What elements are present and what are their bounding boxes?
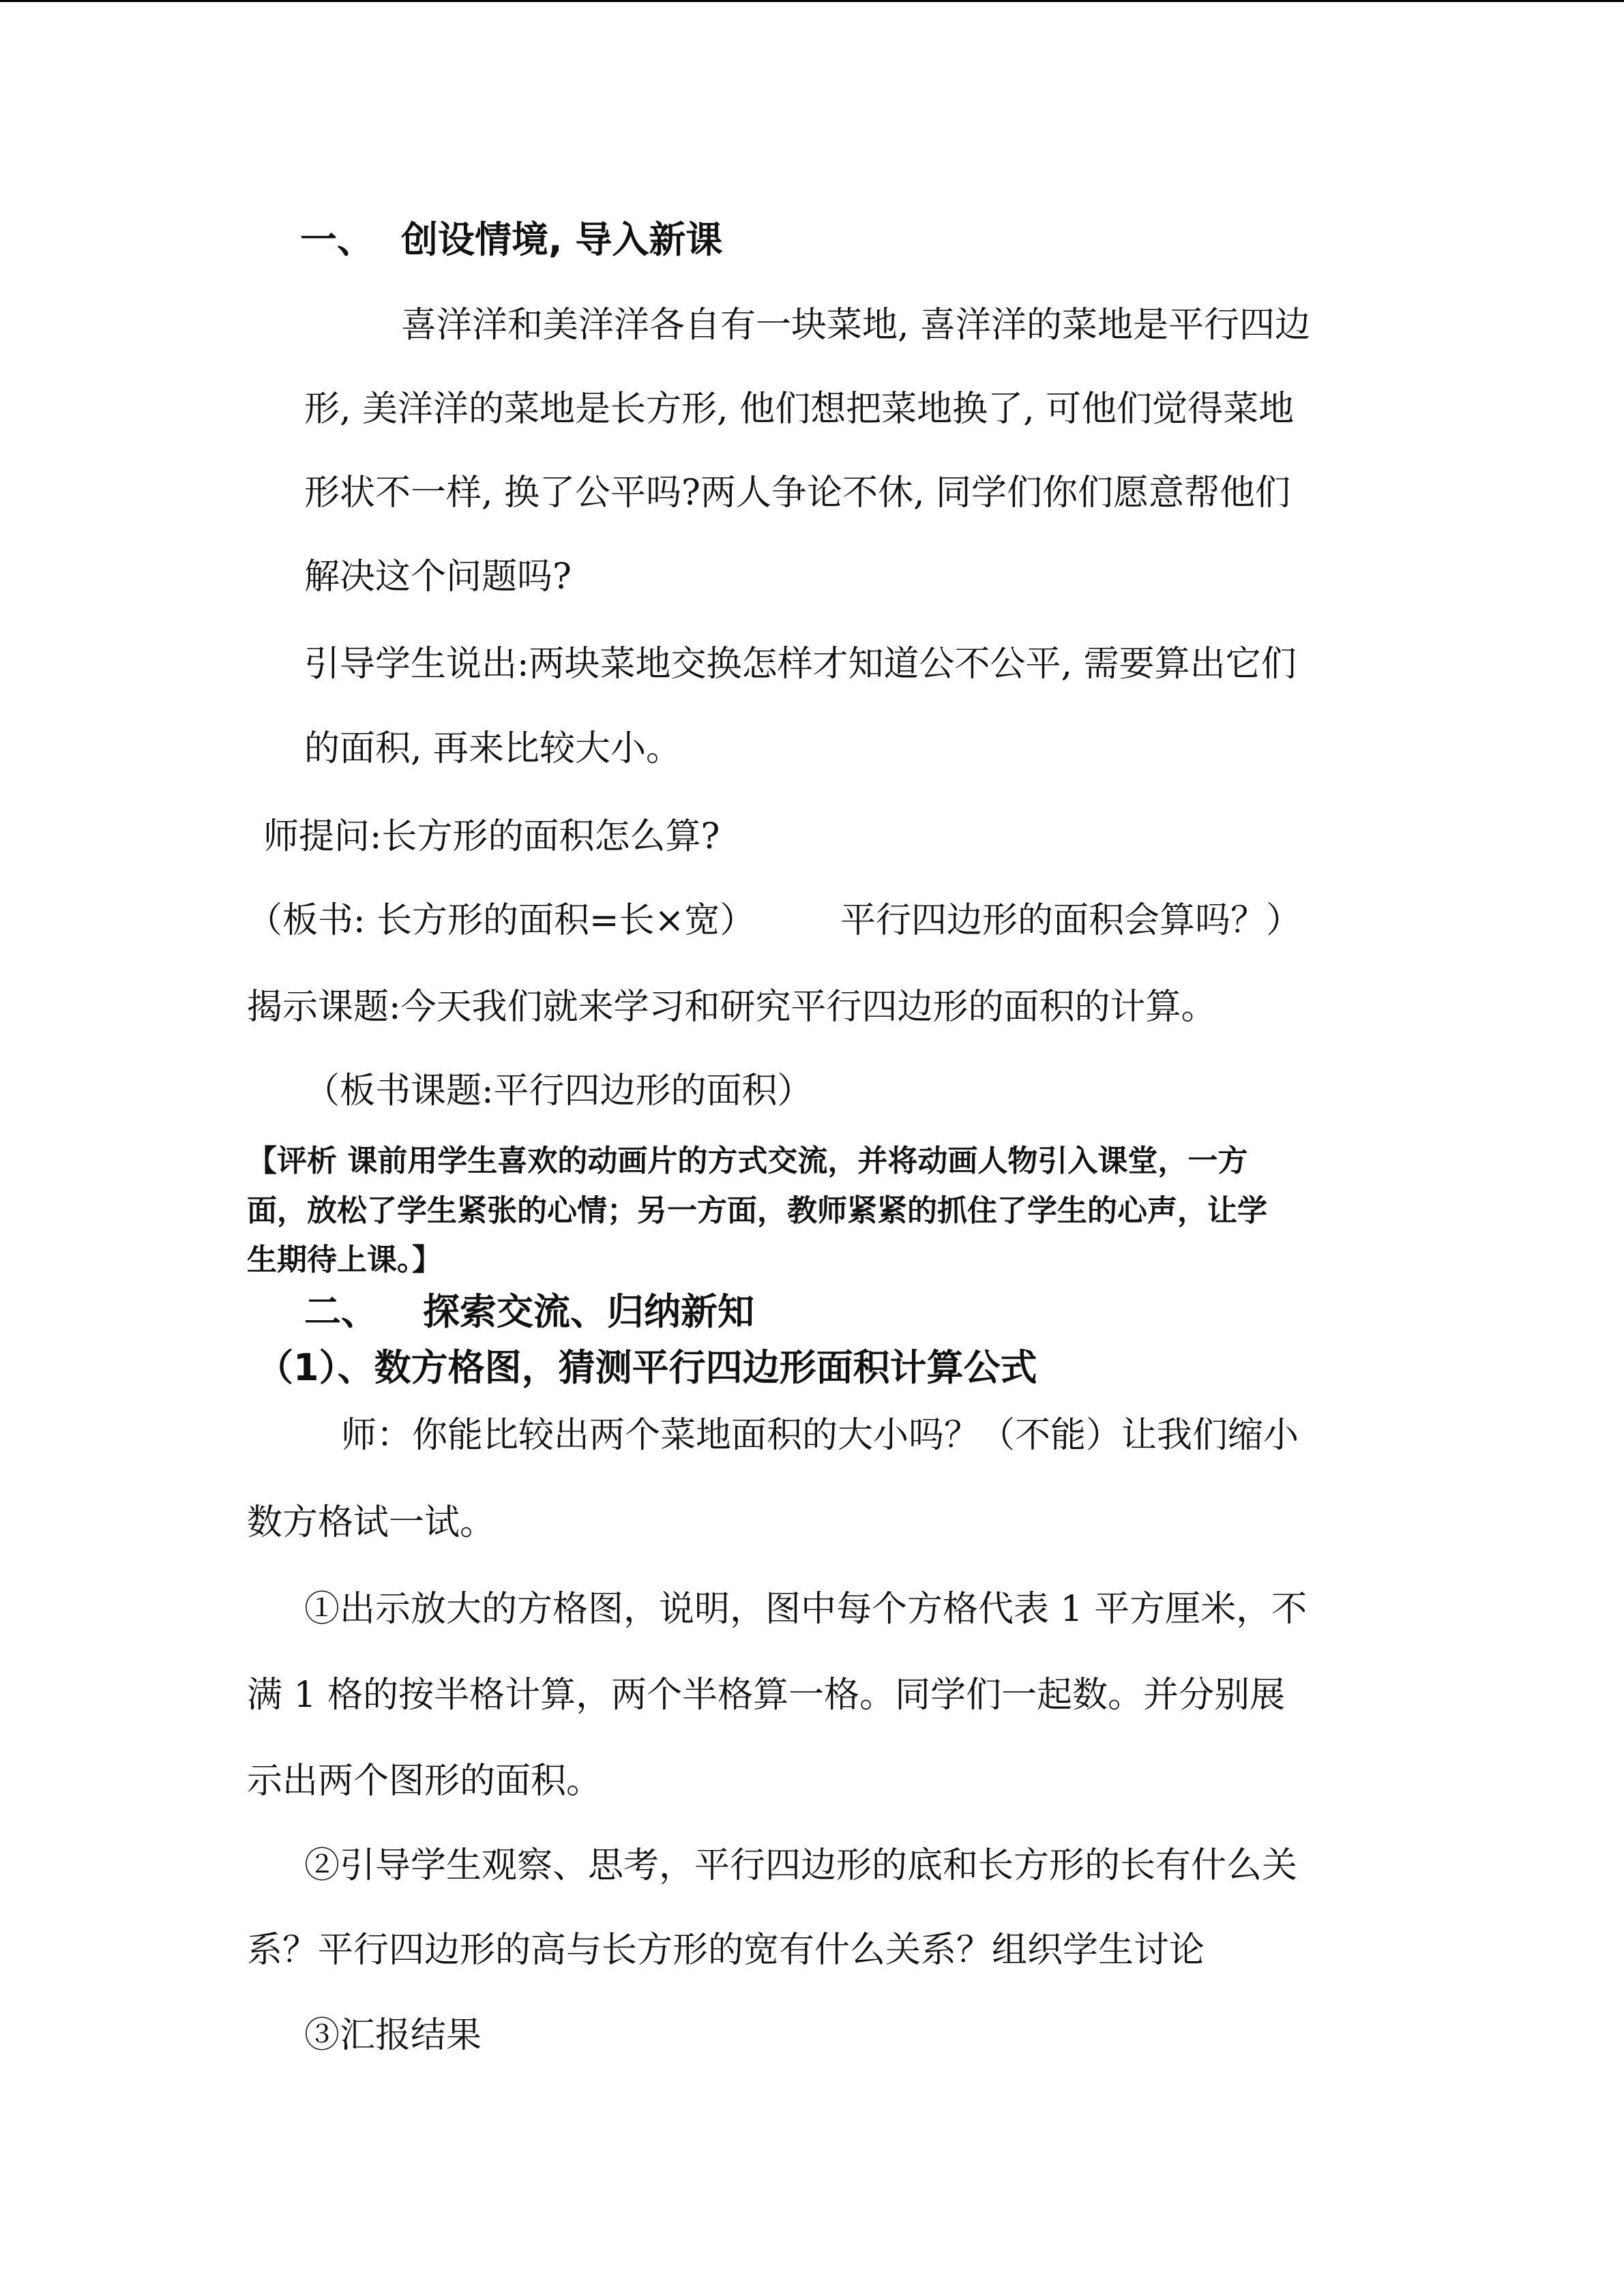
page-top-border: [0, 0, 1624, 2]
paragraph-line: ①出示放大的方格图，说明，图中每个方格代表 1 平方厘米，不: [304, 1589, 1308, 1630]
board-title: （板书课题:平行四边形的面积）: [304, 1071, 813, 1112]
paragraph-line: ③汇报结果: [304, 2015, 482, 2056]
paragraph-line: 形状不一样, 换了公平吗?两人争论不休, 同学们你们愿意帮他们: [304, 473, 1290, 513]
paragraph-line: 引导学生说出:两块菜地交换怎样才知道公不公平, 需要算出它们: [304, 644, 1297, 685]
topic-reveal: 揭示课题:今天我们就来学习和研究平行四边形的面积的计算。: [247, 987, 1217, 1028]
section2-subheading: （1）、数方格图，猜测平行四边形面积计算公式: [256, 1346, 1037, 1389]
paragraph-line: 系？平行四边形的高与长方形的宽有什么关系？组织学生讨论: [247, 1930, 1205, 1971]
comment-line: 【评析 课前用学生喜欢的动画片的方式交流，并将动画人物引入课堂，一方: [247, 1144, 1248, 1178]
section2-heading-number: 二、: [304, 1290, 378, 1333]
paragraph-line: ②引导学生观察、思考，平行四边形的底和长方形的长有什么关: [304, 1845, 1298, 1886]
paragraph-line: 的面积, 再来比较大小。: [304, 728, 682, 769]
section2-heading: 探索交流、归纳新知: [423, 1290, 754, 1333]
comment-line: 生期待上课。】: [247, 1242, 442, 1277]
board-note-question: 平行四边形的面积会算吗？）: [840, 900, 1302, 941]
board-note: （板书: 长方形的面积=长×宽）: [247, 900, 756, 941]
section1-heading-number: 一、: [300, 218, 374, 261]
paragraph-line: 满 1 格的按半格计算，两个半格算一格。同学们一起数。并分别展: [247, 1675, 1286, 1716]
section1-heading: 创设情境, 导入新课: [401, 218, 723, 261]
paragraph-line: 数方格试一试。: [247, 1502, 496, 1543]
paragraph-line: 师：你能比较出两个菜地面积的大小吗？（不能）让我们缩小: [341, 1415, 1299, 1456]
teacher-question: 师提问:长方形的面积怎么算?: [263, 816, 720, 857]
paragraph-line: 喜洋洋和美洋洋各自有一块菜地, 喜洋洋的菜地是平行四边: [401, 305, 1311, 346]
comment-line: 面，放松了学生紧张的心情；另一方面，教师紧紧的抓住了学生的心声，让学: [247, 1193, 1267, 1228]
paragraph-line: 形, 美洋洋的菜地是长方形, 他们想把菜地换了, 可他们觉得菜地: [304, 389, 1295, 430]
paragraph-line: 解决这个问题吗?: [304, 556, 572, 597]
paragraph-line: 示出两个图形的面积。: [247, 1761, 602, 1802]
